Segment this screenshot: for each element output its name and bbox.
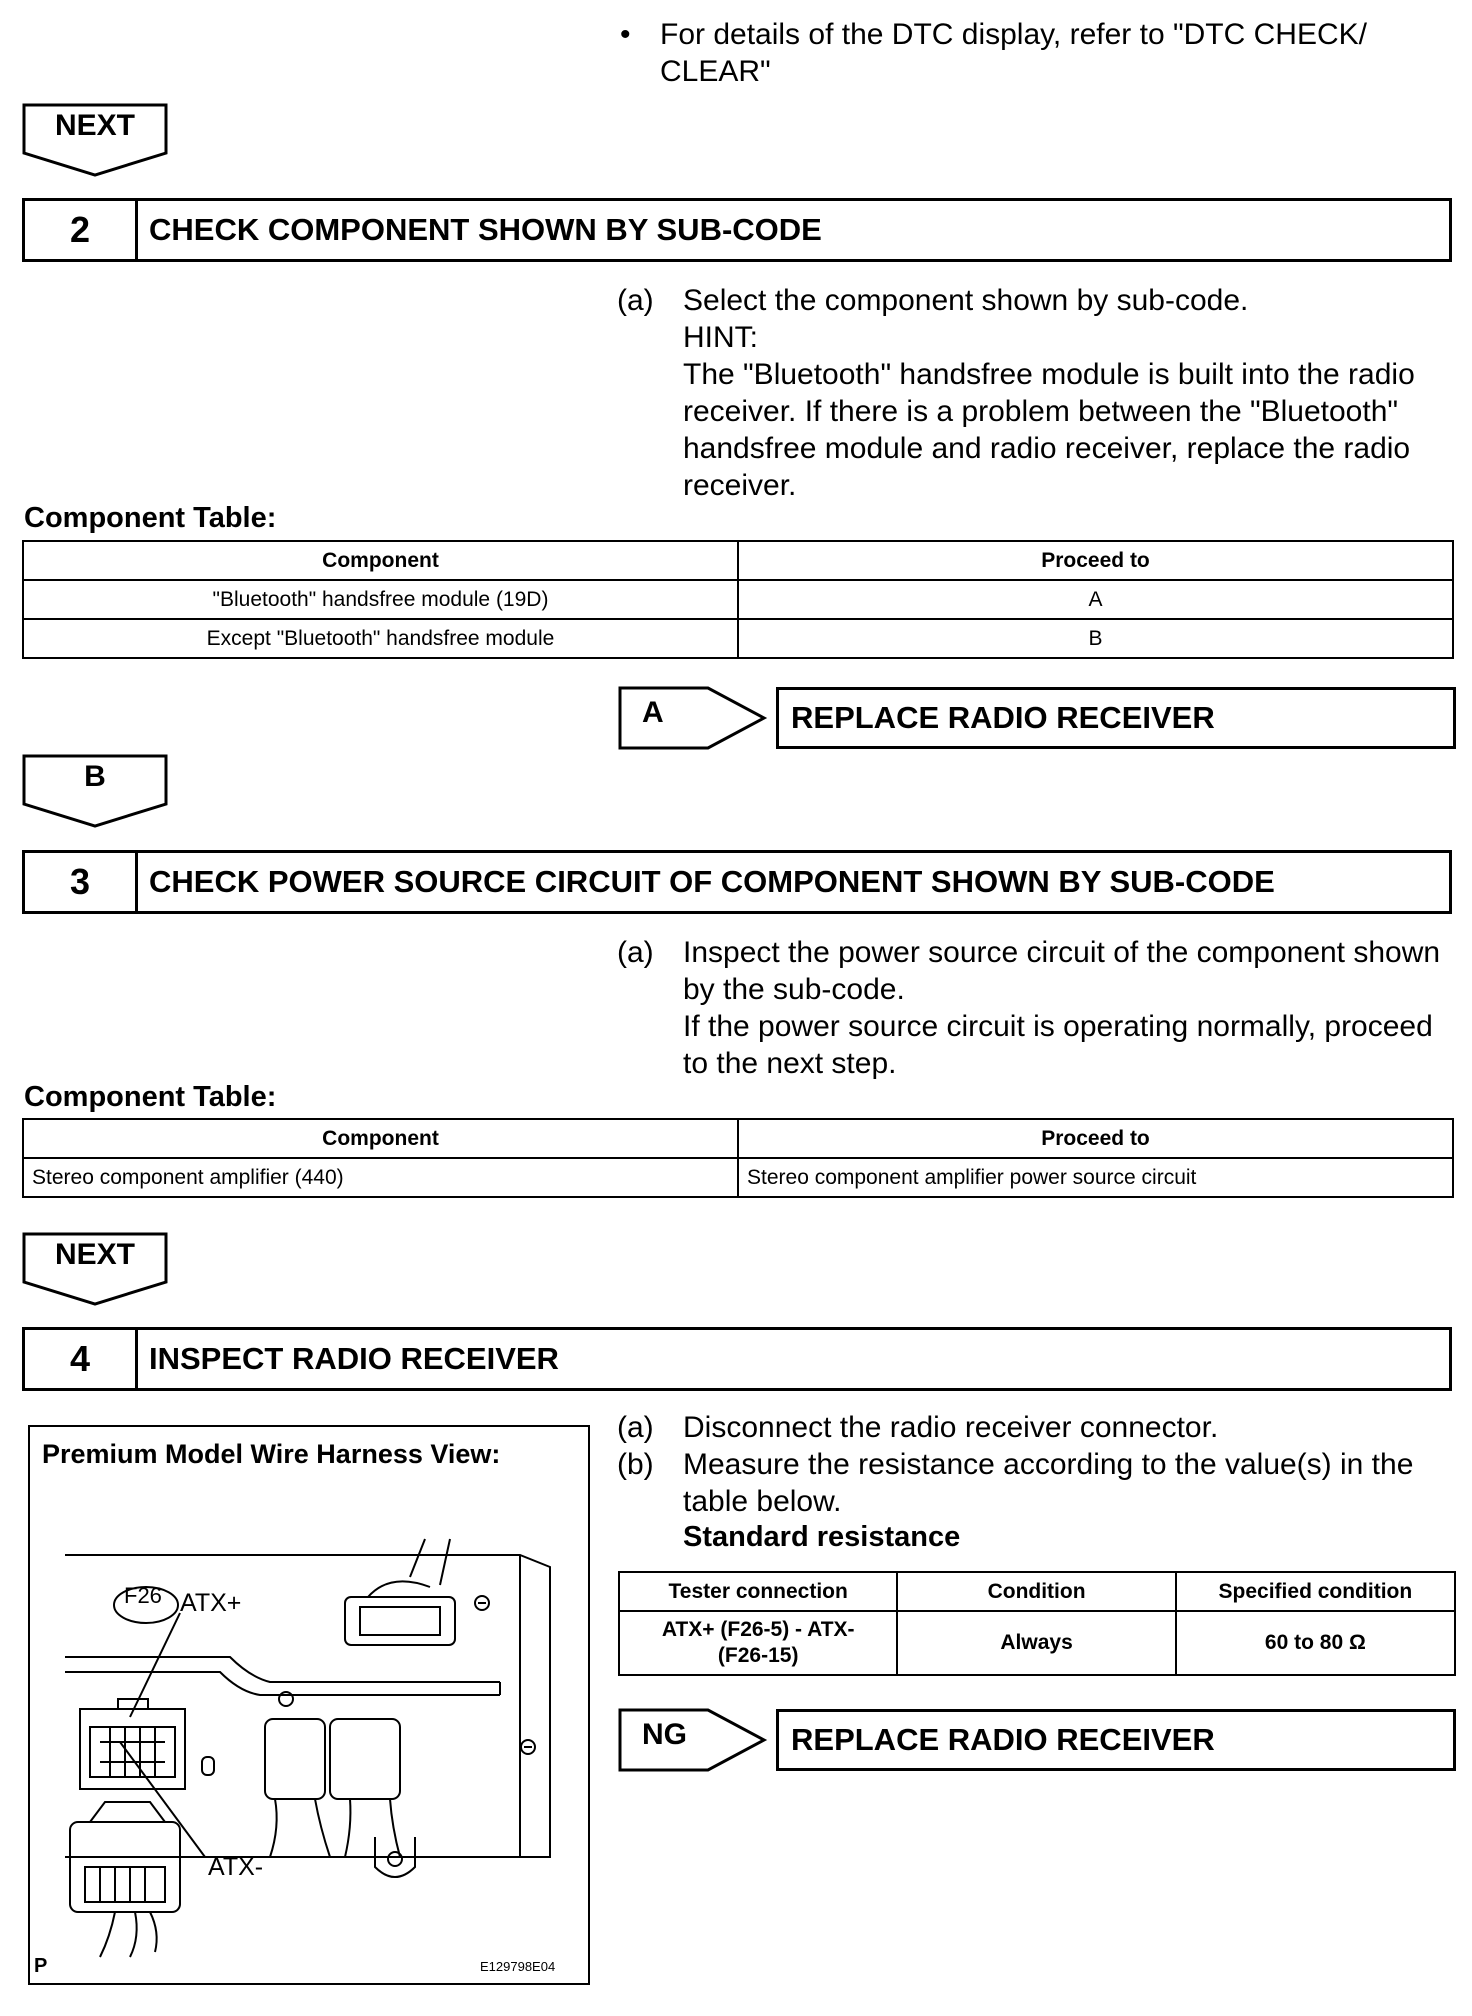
radio-receiver-drawing xyxy=(30,1427,588,1983)
illustration-corner-label: P xyxy=(34,1955,48,1977)
table-cell: Except "Bluetooth" handsfree module xyxy=(23,619,738,658)
branch-b-label: B xyxy=(84,760,106,793)
step-3-component-table xyxy=(22,1118,1454,1198)
next-arrow-2[interactable] xyxy=(22,1232,168,1306)
step-2-a-line-5: handsfree module and radio receiver, replace the radio xyxy=(683,432,1411,465)
illustration-title: Premium Model Wire Harness View: xyxy=(42,1439,501,1469)
next-label-2: NEXT xyxy=(54,1238,135,1271)
step-2-number: 2 xyxy=(25,201,138,259)
item-a-label: (a) xyxy=(617,284,654,317)
standard-resistance-heading: Standard resistance xyxy=(683,1521,961,1553)
table-cell xyxy=(619,1611,897,1675)
step-3-a-line-1: Inspect the power source circuit of the component shown xyxy=(683,936,1441,969)
table-cell: Always xyxy=(897,1611,1175,1675)
item-a-label: (a) xyxy=(617,936,654,969)
table-cell: 60 to 80 Ω xyxy=(1176,1611,1455,1675)
step-4-header xyxy=(22,1327,1452,1391)
table-header: Proceed to xyxy=(738,541,1453,580)
step-2-a-line-1: Select the component shown by sub-code. xyxy=(683,284,1249,317)
step-3-header xyxy=(22,850,1452,914)
result-arrow-shape xyxy=(618,1708,768,1772)
step-3-table-caption: Component Table: xyxy=(24,1081,277,1113)
branch-b-arrow[interactable] xyxy=(22,754,168,828)
table-row xyxy=(23,619,1453,658)
result-a-action: REPLACE RADIO RECEIVER xyxy=(776,687,1456,749)
table-row xyxy=(23,580,1453,619)
step-3-title: CHECK POWER SOURCE CIRCUIT OF COMPONENT SHOWN BY SUB-CODE xyxy=(149,864,1275,899)
step-2-a-line-6: receiver. xyxy=(683,469,797,502)
step-2-component-table xyxy=(22,540,1454,659)
result-a-label: A xyxy=(642,696,664,729)
table-header: Component xyxy=(23,541,738,580)
step-4-b-line-2: table below. xyxy=(683,1485,842,1518)
intro-line-2: CLEAR" xyxy=(660,55,771,88)
result-arrow-shape xyxy=(618,686,768,750)
next-label-1: NEXT xyxy=(54,109,135,142)
connection-line-2: (F26-15) xyxy=(717,1644,799,1667)
table-header: Proceed to xyxy=(738,1119,1453,1158)
intro-line-1: For details of the DTC display, refer to "DTC CHECK/ xyxy=(660,18,1367,51)
step-2-a-line-3: The "Bluetooth" handsfree module is built into the radio xyxy=(683,358,1415,391)
step-4-a-text: Disconnect the radio receiver connector. xyxy=(683,1411,1219,1444)
table-cell: B xyxy=(738,619,1453,658)
table-row xyxy=(23,1158,1453,1197)
figure-code: E129798E04 xyxy=(480,1959,556,1974)
result-ng-action: REPLACE RADIO RECEIVER xyxy=(776,1709,1456,1771)
item-b-label: (b) xyxy=(617,1448,654,1481)
step-3-a-line-4: to the next step. xyxy=(683,1047,897,1080)
step-3-number: 3 xyxy=(25,853,138,911)
item-a-label: (a) xyxy=(617,1411,654,1444)
step-4-title: INSPECT RADIO RECEIVER xyxy=(149,1341,559,1376)
step-3-item-a xyxy=(617,934,1457,1094)
step-3-a-line-3: If the power source circuit is operating normally, proceed xyxy=(683,1010,1433,1043)
table-header: Tester connection xyxy=(619,1572,897,1611)
result-ng-arrow[interactable] xyxy=(618,1708,768,1772)
pin-label-atx-plus: ATX+ xyxy=(180,1589,242,1617)
step-2-item-a xyxy=(617,282,1457,512)
result-a-arrow[interactable] xyxy=(618,686,768,750)
step-2-title: CHECK COMPONENT SHOWN BY SUB-CODE xyxy=(149,212,822,247)
step-4-number: 4 xyxy=(25,1330,138,1388)
step-4-item-a xyxy=(617,1409,1457,1446)
table-cell: Stereo component amplifier power source circuit xyxy=(738,1158,1453,1197)
table-row xyxy=(619,1611,1455,1675)
result-ng-label: NG xyxy=(642,1718,687,1751)
step-4-item-b xyxy=(617,1446,1457,1526)
step-4-b-line-1: Measure the resistance according to the value(s) in the xyxy=(683,1448,1414,1481)
wire-harness-illustration xyxy=(28,1425,590,1985)
table-header: Condition xyxy=(897,1572,1175,1611)
bullet-symbol: • xyxy=(620,18,631,51)
resistance-table xyxy=(618,1571,1456,1676)
table-cell: Stereo component amplifier (440) xyxy=(23,1158,738,1197)
step-2-header xyxy=(22,198,1452,262)
step-2-a-line-2: HINT: xyxy=(683,321,758,354)
pin-label-atx-minus: ATX- xyxy=(208,1853,264,1881)
connection-line-1: ATX+ (F26-5) - ATX- xyxy=(661,1618,855,1641)
table-header: Specified condition xyxy=(1176,1572,1455,1611)
table-header: Component xyxy=(23,1119,738,1158)
step-3-a-line-2: by the sub-code. xyxy=(683,973,905,1006)
next-arrow-1[interactable] xyxy=(22,103,168,177)
table-cell: A xyxy=(738,580,1453,619)
step-2-a-line-4: receiver. If there is a problem between the "Bluetooth" xyxy=(683,395,1399,428)
connector-label-f26: F26 xyxy=(124,1583,162,1608)
table-cell: "Bluetooth" handsfree module (19D) xyxy=(23,580,738,619)
step-2-table-caption: Component Table: xyxy=(24,502,277,534)
